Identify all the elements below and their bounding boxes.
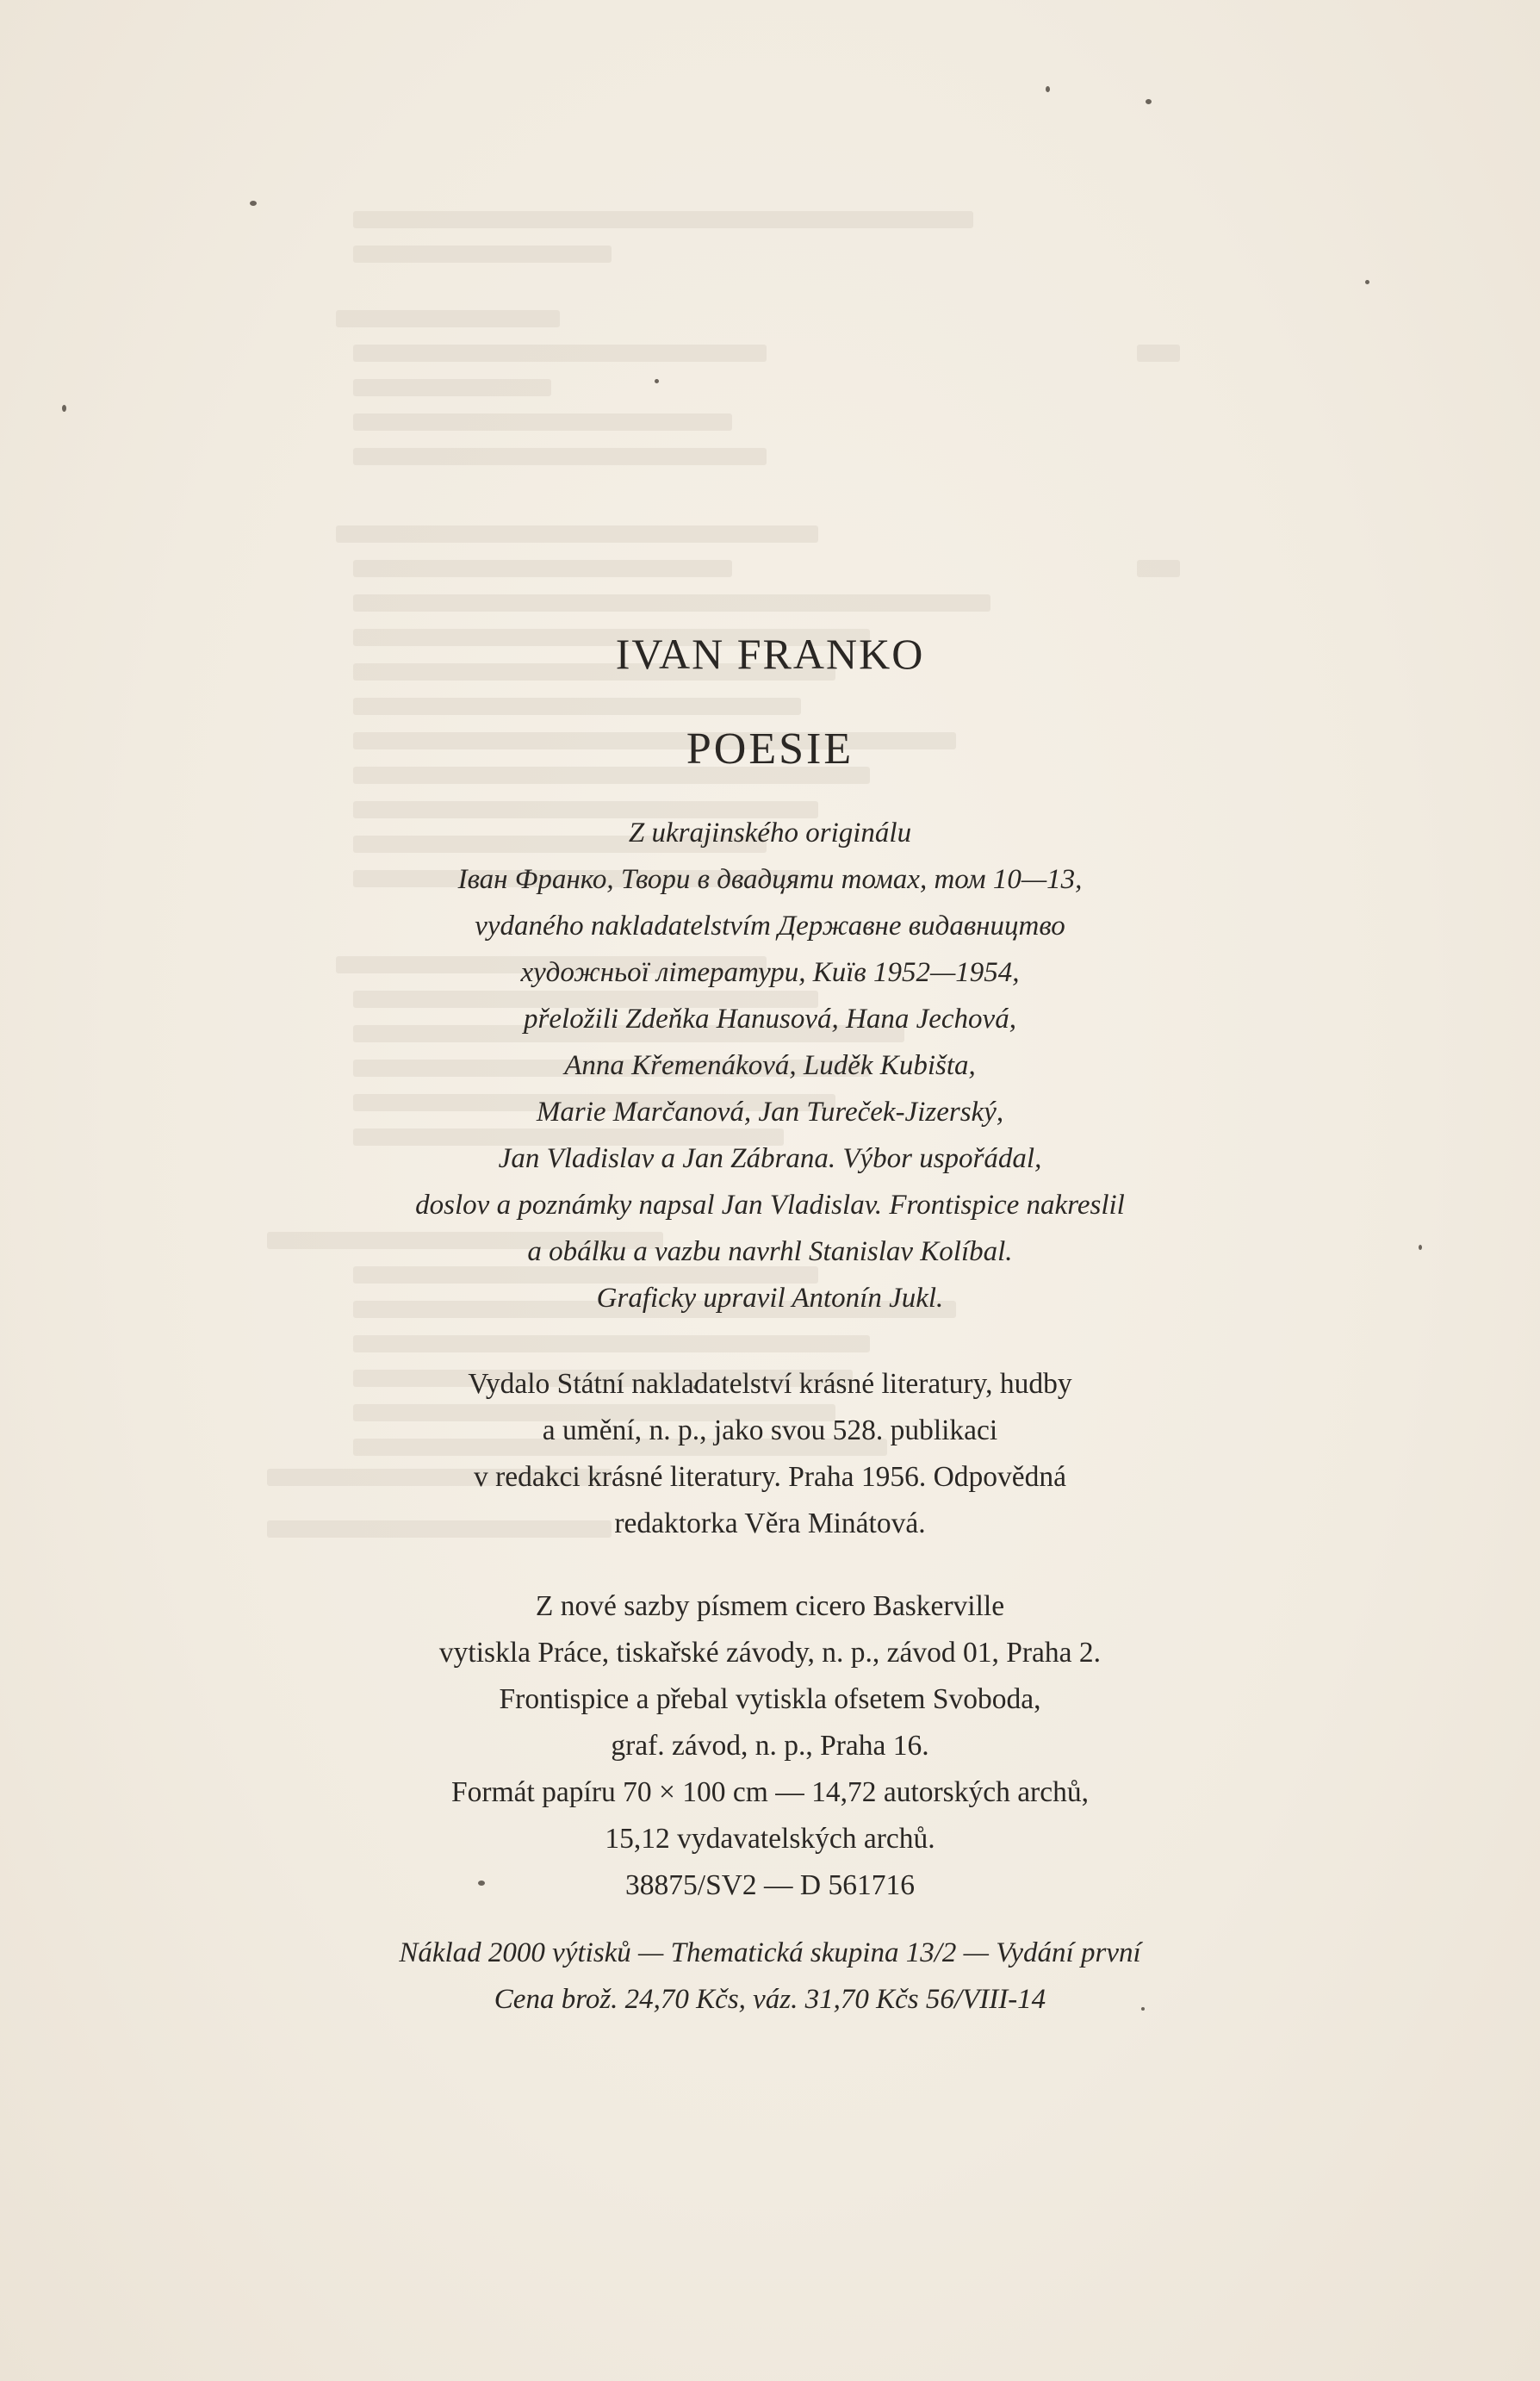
credits-line: doslov a poznámky napsal Jan Vladislav. Frontispice nakreslil (415, 1190, 1125, 1221)
printing-line: 38875/SV2 — D 561716 (625, 1869, 915, 1901)
edition-line: Cena brož. 24,70 Kčs, váz. 31,70 Kčs 56/VIII-14 (494, 1984, 1046, 2015)
credits-line: Anna Křemenáková, Luděk Kubišta, (564, 1050, 976, 1081)
publisher-info (0, 1361, 1540, 1547)
translation-credits (0, 810, 1540, 1321)
publisher-line: Vydalo Státní nakladatelství krásné literatury, hudby (468, 1368, 1072, 1400)
publisher-line: v redakci krásné literatury. Praha 1956. Odpovědná (473, 1461, 1067, 1493)
credits-line: Graficky upravil Antonín Jukl. (596, 1283, 944, 1314)
print-speck (1365, 280, 1369, 284)
credits-line: Jan Vladislav a Jan Zábrana. Výbor uspořádal, (498, 1143, 1042, 1174)
print-speck (250, 201, 257, 206)
printing-info (0, 1583, 1540, 1909)
printing-line: Z nové sazby písmem cicero Baskerville (535, 1590, 1005, 1622)
edition-info (0, 1930, 1540, 2023)
edition-line: Náklad 2000 výtisků — Thematická skupina 13/2 — Vydání první (399, 1937, 1141, 1968)
printing-line: Frontispice a přebal vytiskla ofsetem Svoboda, (499, 1683, 1041, 1715)
author-name: IVAN FRANKO (615, 630, 925, 678)
printing-line: 15,12 vydavatelských archů. (605, 1823, 935, 1855)
credits-line: Marie Marčanová, Jan Tureček-Jizerský, (536, 1097, 1004, 1128)
credits-line: přeložili Zdeňka Hanusová, Hana Jechová, (524, 1004, 1016, 1035)
printing-line: Formát papíru 70 × 100 cm — 14,72 autorských archů, (451, 1776, 1089, 1808)
credits-line: художньої літератури, Київ 1952—1954, (520, 957, 1020, 988)
credits-line: vydaného nakladatelstvím Державне видавництво (475, 911, 1065, 942)
book-title: POESIE (686, 724, 854, 774)
publisher-line: a umění, n. p., jako svou 528. publikaci (542, 1414, 998, 1446)
credits-line: Іван Франко, Твори в двадцяти томах, том 10—13, (457, 864, 1083, 895)
publisher-line: redaktorka Věra Minátová. (614, 1508, 926, 1539)
printing-line: graf. závod, n. p., Praha 16. (611, 1730, 929, 1762)
print-speck (1046, 86, 1050, 92)
print-speck (655, 379, 659, 383)
credits-line: Z ukrajinského originálu (628, 817, 912, 849)
print-speck (1146, 99, 1152, 104)
print-speck (62, 405, 66, 412)
printing-line: vytiskla Práce, tiskařské závody, n. p., závod 01, Praha 2. (438, 1637, 1102, 1669)
credits-line: a obálku a vazbu navrhl Stanislav Kolíbal. (527, 1236, 1013, 1267)
